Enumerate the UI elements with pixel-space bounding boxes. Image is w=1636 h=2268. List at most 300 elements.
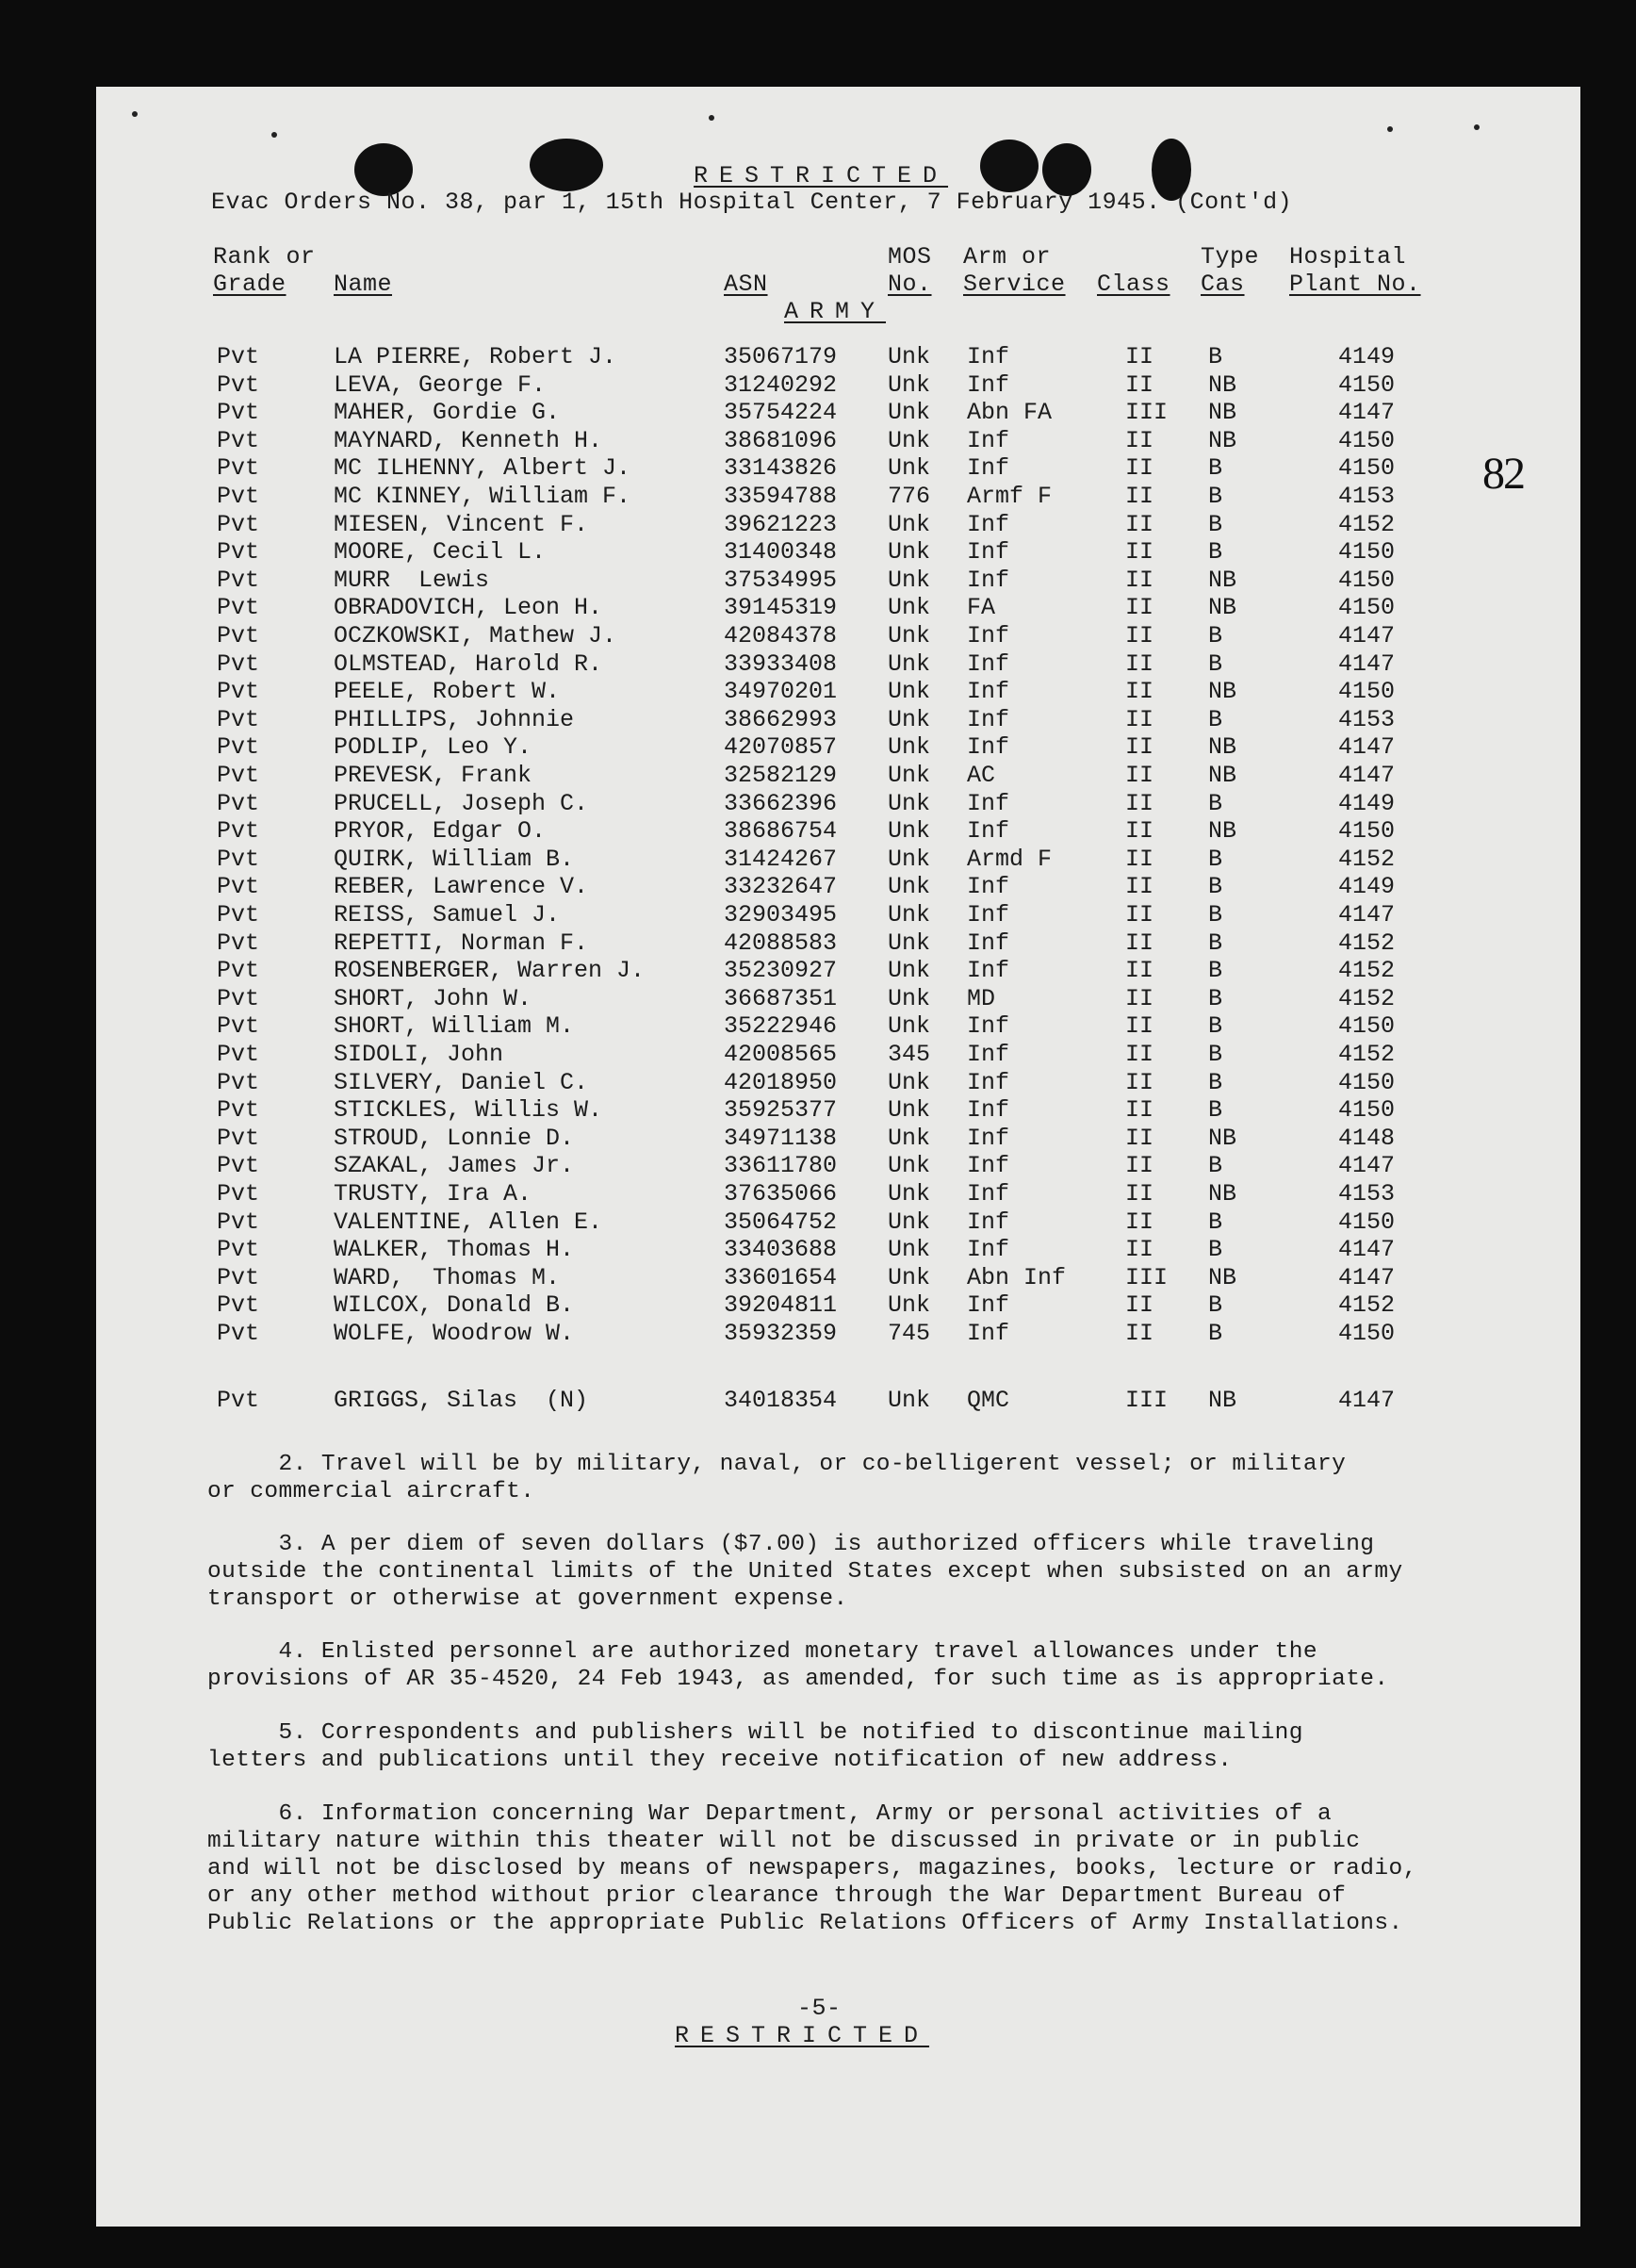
table-row (96, 846, 1580, 874)
cell-asn: 33662396 (724, 789, 838, 817)
cell-name: MC KINNEY, William F. (334, 483, 631, 510)
speck (132, 111, 138, 117)
cell-name: PRUCELL, Joseph C. (334, 789, 589, 817)
col-hospital-line1: Hospital (1289, 243, 1407, 271)
cell-rank: Pvt (217, 705, 260, 733)
cell-rank: Pvt (217, 426, 260, 454)
cell-name: ROSENBERGER, Warren J. (334, 957, 646, 985)
cell-name: WOLFE, Woodrow W. (334, 1320, 575, 1347)
cell-asn: 35064752 (724, 1208, 838, 1236)
cell-rank: Pvt (217, 1263, 260, 1291)
cell-arm: AC (967, 762, 996, 789)
col-hospital-line2: Plant No. (1289, 271, 1421, 298)
cell-class: II (1125, 817, 1154, 846)
table-row (96, 567, 1580, 595)
cell-arm: Inf (967, 957, 1010, 985)
cell-rank: Pvt (217, 873, 260, 901)
cell-arm: Inf (967, 1068, 1010, 1096)
cell-plant: 4150 (1338, 678, 1396, 706)
cell-asn: 42070857 (724, 733, 838, 762)
cell-plant: 4150 (1338, 1068, 1396, 1096)
cell-type: NB (1208, 1387, 1237, 1414)
cell-mos: 745 (888, 1320, 931, 1347)
cell-mos: Unk (888, 873, 931, 901)
paragraph-line: outside the continental limits of the United States except when subsisted on an army (207, 1559, 1403, 1585)
cell-mos: Unk (888, 762, 931, 789)
table-row (96, 1387, 1580, 1415)
table-row (96, 985, 1580, 1013)
cell-arm: Inf (967, 705, 1010, 733)
cell-asn: 33403688 (724, 1236, 838, 1264)
cell-mos: Unk (888, 343, 931, 370)
cell-mos: Unk (888, 984, 931, 1012)
cell-arm: Inf (967, 566, 1010, 594)
cell-mos: 345 (888, 1041, 931, 1068)
cell-mos: Unk (888, 929, 931, 957)
cell-type: B (1208, 1041, 1223, 1068)
cell-mos: Unk (888, 845, 931, 873)
cell-asn: 32582129 (724, 762, 838, 789)
cell-class: II (1125, 845, 1154, 873)
cell-class: II (1125, 789, 1154, 817)
cell-rank: Pvt (217, 1320, 260, 1347)
col-rank-line1: Rank or (213, 243, 316, 271)
cell-arm: Abn FA (967, 399, 1053, 427)
cell-class: II (1125, 957, 1154, 985)
cell-asn: 34018354 (724, 1387, 838, 1414)
cell-name: REISS, Samuel J. (334, 901, 561, 929)
table-row (96, 1291, 1580, 1320)
cell-asn: 37635066 (724, 1180, 838, 1208)
cell-name: MOORE, Cecil L. (334, 538, 547, 567)
cell-asn: 33933408 (724, 649, 838, 678)
paragraph-line: military nature within this theater will not be discussed in private or in public (207, 1829, 1361, 1854)
cell-arm: Inf (967, 538, 1010, 567)
cell-mos: Unk (888, 399, 931, 427)
cell-asn: 38662993 (724, 705, 838, 733)
cell-arm: Abn Inf (967, 1263, 1067, 1291)
cell-arm: Inf (967, 1180, 1010, 1208)
cell-type: B (1208, 649, 1223, 678)
cell-mos: Unk (888, 426, 931, 454)
table-row (96, 1012, 1580, 1041)
cell-rank: Pvt (217, 762, 260, 789)
cell-plant: 4152 (1338, 510, 1396, 538)
cell-class: II (1125, 1152, 1154, 1180)
cell-class: II (1125, 1041, 1154, 1068)
cell-plant: 4153 (1338, 483, 1396, 510)
cell-type: NB (1208, 594, 1237, 622)
cell-plant: 4150 (1338, 1096, 1396, 1125)
paragraph-line: 6. Information concerning War Department, Army or personal activities of a (207, 1801, 1333, 1827)
cell-plant: 4150 (1338, 538, 1396, 567)
cell-plant: 4152 (1338, 984, 1396, 1012)
cell-arm: Inf (967, 426, 1010, 454)
cell-arm: Inf (967, 678, 1010, 706)
punch-hole-2 (530, 139, 603, 191)
cell-rank: Pvt (217, 1152, 260, 1180)
cell-mos: Unk (888, 454, 931, 483)
cell-name: PRYOR, Edgar O. (334, 817, 547, 846)
cell-mos: 776 (888, 483, 931, 510)
table-row (96, 1320, 1580, 1348)
cell-rank: Pvt (217, 1236, 260, 1264)
paragraph-line: transport or otherwise at government expense. (207, 1586, 848, 1612)
cell-asn: 38686754 (724, 817, 838, 846)
cell-type: B (1208, 343, 1223, 370)
table-row (96, 1125, 1580, 1153)
cell-rank: Pvt (217, 566, 260, 594)
cell-asn: 33601654 (724, 1263, 838, 1291)
cell-asn: 42018950 (724, 1068, 838, 1096)
cell-class: II (1125, 1068, 1154, 1096)
cell-type: B (1208, 1068, 1223, 1096)
cell-name: MAYNARD, Kenneth H. (334, 426, 603, 454)
cell-asn: 31424267 (724, 845, 838, 873)
cell-type: B (1208, 454, 1223, 483)
cell-type: B (1208, 845, 1223, 873)
cell-type: B (1208, 1320, 1223, 1347)
cell-plant: 4152 (1338, 1041, 1396, 1068)
cell-mos: Unk (888, 622, 931, 649)
cell-rank: Pvt (217, 510, 260, 538)
cell-type: NB (1208, 399, 1237, 427)
table-row (96, 1236, 1580, 1264)
paragraph-3 (207, 1531, 1517, 1613)
cell-arm: QMC (967, 1387, 1010, 1414)
cell-name: MAHER, Gordie G. (334, 399, 561, 427)
classification-header: RESTRICTED (694, 162, 949, 189)
table-row (96, 957, 1580, 985)
cell-asn: 35067179 (724, 343, 838, 370)
cell-plant: 4150 (1338, 426, 1396, 454)
cell-class: II (1125, 594, 1154, 622)
cell-name: TRUSTY, Ira A. (334, 1180, 532, 1208)
cell-arm: Inf (967, 1291, 1010, 1320)
cell-asn: 37534995 (724, 566, 838, 594)
cell-plant: 4147 (1338, 901, 1396, 929)
cell-type: NB (1208, 1263, 1237, 1291)
cell-plant: 4150 (1338, 1320, 1396, 1347)
cell-asn: 33594788 (724, 483, 838, 510)
cell-mos: Unk (888, 649, 931, 678)
cell-type: NB (1208, 678, 1237, 706)
cell-rank: Pvt (217, 929, 260, 957)
cell-mos: Unk (888, 538, 931, 567)
cell-rank: Pvt (217, 1041, 260, 1068)
table-row (96, 622, 1580, 650)
cell-mos: Unk (888, 1096, 931, 1125)
cell-name: PREVESK, Frank (334, 762, 532, 789)
cell-name: SZAKAL, James Jr. (334, 1152, 575, 1180)
margin-handwritten-number: 82 (1482, 449, 1524, 499)
cell-plant: 4147 (1338, 1236, 1396, 1264)
cell-type: B (1208, 1236, 1223, 1264)
cell-name: GRIGGS, Silas (N) (334, 1387, 589, 1414)
cell-mos: Unk (888, 1263, 931, 1291)
cell-type: B (1208, 538, 1223, 567)
cell-name: MC ILHENNY, Albert J. (334, 454, 631, 483)
cell-name: OCZKOWSKI, Mathew J. (334, 622, 617, 649)
cell-type: B (1208, 510, 1223, 538)
cell-arm: Inf (967, 1152, 1010, 1180)
table-row (96, 762, 1580, 790)
cell-rank: Pvt (217, 538, 260, 567)
cell-type: B (1208, 705, 1223, 733)
cell-name: VALENTINE, Allen E. (334, 1208, 603, 1236)
cell-rank: Pvt (217, 622, 260, 649)
cell-rank: Pvt (217, 1180, 260, 1208)
cell-type: NB (1208, 817, 1237, 846)
cell-type: B (1208, 901, 1223, 929)
cell-plant: 4147 (1338, 733, 1396, 762)
cell-asn: 31240292 (724, 370, 838, 399)
cell-plant: 4150 (1338, 1208, 1396, 1236)
col-mos-line1: MOS (888, 243, 932, 271)
cell-rank: Pvt (217, 901, 260, 929)
cell-asn: 39621223 (724, 510, 838, 538)
paragraph-4 (207, 1638, 1517, 1693)
cell-rank: Pvt (217, 678, 260, 706)
cell-type: B (1208, 957, 1223, 985)
cell-arm: Inf (967, 1208, 1010, 1236)
cell-class: II (1125, 678, 1154, 706)
cell-class: III (1125, 1263, 1169, 1291)
cell-arm: Inf (967, 1096, 1010, 1125)
cell-name: SILVERY, Daniel C. (334, 1068, 589, 1096)
cell-asn: 35932359 (724, 1320, 838, 1347)
cell-type: B (1208, 1012, 1223, 1041)
table-row (96, 483, 1580, 511)
cell-class: II (1125, 454, 1154, 483)
cell-type: B (1208, 873, 1223, 901)
cell-rank: Pvt (217, 984, 260, 1012)
section-label: ARMY (784, 298, 887, 325)
col-arm-line1: Arm or (963, 243, 1052, 271)
table-row (96, 1096, 1580, 1125)
table-row (96, 538, 1580, 567)
cell-class: II (1125, 1124, 1154, 1152)
cell-rank: Pvt (217, 1387, 260, 1414)
table-row (96, 650, 1580, 679)
cell-class: II (1125, 1012, 1154, 1041)
cell-name: REPETTI, Norman F. (334, 929, 589, 957)
cell-asn: 35230927 (724, 957, 838, 985)
cell-asn: 38681096 (724, 426, 838, 454)
cell-asn: 32903495 (724, 901, 838, 929)
cell-arm: FA (967, 594, 996, 622)
cell-name: WARD, Thomas M. (334, 1263, 561, 1291)
paragraph-line: and will not be disclosed by means of newspapers, magazines, books, lecture or radio, (207, 1856, 1417, 1882)
cell-class: II (1125, 1180, 1154, 1208)
cell-name: WALKER, Thomas H. (334, 1236, 575, 1264)
table-row (96, 1208, 1580, 1237)
cell-mos: Unk (888, 901, 931, 929)
cell-class: II (1125, 649, 1154, 678)
cell-rank: Pvt (217, 594, 260, 622)
cell-mos: Unk (888, 705, 931, 733)
cell-asn: 33143826 (724, 454, 838, 483)
cell-arm: Inf (967, 343, 1010, 370)
cell-class: II (1125, 538, 1154, 567)
cell-arm: Inf (967, 1041, 1010, 1068)
paragraph-5 (207, 1719, 1517, 1774)
table-row (96, 873, 1580, 901)
col-mos-line2: No. (888, 271, 932, 298)
page-number: -5- (797, 1995, 842, 2022)
table-row (96, 901, 1580, 929)
cell-type: B (1208, 1208, 1223, 1236)
cell-class: II (1125, 370, 1154, 399)
cell-rank: Pvt (217, 817, 260, 846)
cell-type: NB (1208, 426, 1237, 454)
cell-class: III (1125, 1387, 1169, 1414)
table-row (96, 790, 1580, 818)
cell-arm: Inf (967, 510, 1010, 538)
cell-type: NB (1208, 733, 1237, 762)
paragraph-line: Public Relations or the appropriate Public Relations Officers of Army Installations. (207, 1911, 1403, 1936)
cell-type: B (1208, 622, 1223, 649)
cell-plant: 4147 (1338, 1263, 1396, 1291)
table-row (96, 594, 1580, 622)
cell-name: WILCOX, Donald B. (334, 1291, 575, 1320)
cell-mos: Unk (888, 957, 931, 985)
cell-mos: Unk (888, 1236, 931, 1264)
cell-class: II (1125, 733, 1154, 762)
cell-rank: Pvt (217, 1096, 260, 1125)
cell-arm: Inf (967, 1236, 1010, 1264)
cell-mos: Unk (888, 817, 931, 846)
col-class: Class (1097, 271, 1170, 298)
cell-rank: Pvt (217, 845, 260, 873)
cell-rank: Pvt (217, 1012, 260, 1041)
cell-class: II (1125, 873, 1154, 901)
table-row (96, 1180, 1580, 1208)
cell-rank: Pvt (217, 789, 260, 817)
punch-hole-3 (980, 140, 1039, 192)
cell-mos: Unk (888, 510, 931, 538)
paragraph-line: or any other method without prior clearance through the War Department Bureau of (207, 1883, 1347, 1909)
cell-plant: 4149 (1338, 789, 1396, 817)
cell-class: II (1125, 1320, 1154, 1347)
col-rank-line2: Grade (213, 271, 286, 298)
cell-mos: Unk (888, 678, 931, 706)
document-page (96, 87, 1580, 2227)
cell-class: II (1125, 566, 1154, 594)
cell-arm: Armf F (967, 483, 1053, 510)
speck (1387, 126, 1393, 132)
table-row (96, 929, 1580, 958)
cell-asn: 33611780 (724, 1152, 838, 1180)
cell-class: II (1125, 483, 1154, 510)
cell-class: II (1125, 426, 1154, 454)
cell-asn: 42008565 (724, 1041, 838, 1068)
cell-asn: 34970201 (724, 678, 838, 706)
cell-name: OBRADOVICH, Leon H. (334, 594, 603, 622)
cell-plant: 4149 (1338, 343, 1396, 370)
cell-asn: 33232647 (724, 873, 838, 901)
cell-arm: Inf (967, 454, 1010, 483)
col-arm-line2: Service (963, 271, 1066, 298)
cell-plant: 4148 (1338, 1124, 1396, 1152)
cell-name: LEVA, George F. (334, 370, 547, 399)
cell-name: SIDOLI, John (334, 1041, 504, 1068)
classification-footer: RESTRICTED (675, 2022, 930, 2049)
cell-asn: 35925377 (724, 1096, 838, 1125)
cell-arm: Inf (967, 1320, 1010, 1347)
cell-mos: Unk (888, 1387, 931, 1414)
cell-asn: 31400348 (724, 538, 838, 567)
cell-name: QUIRK, William B. (334, 845, 575, 873)
table-row (96, 1152, 1580, 1180)
cell-arm: Armd F (967, 845, 1053, 873)
cell-rank: Pvt (217, 454, 260, 483)
speck (1474, 124, 1480, 130)
cell-plant: 4152 (1338, 845, 1396, 873)
cell-mos: Unk (888, 566, 931, 594)
cell-rank: Pvt (217, 483, 260, 510)
cell-name: STROUD, Lonnie D. (334, 1124, 575, 1152)
paragraph-line: 5. Correspondents and publishers will be notified to discontinue mailing (207, 1720, 1303, 1746)
col-type-line2: Cas (1201, 271, 1245, 298)
table-row (96, 1264, 1580, 1292)
cell-mos: Unk (888, 1068, 931, 1096)
table-row (96, 454, 1580, 483)
table-row (96, 817, 1580, 846)
cell-name: OLMSTEAD, Harold R. (334, 649, 603, 678)
table-row (96, 1069, 1580, 1097)
cell-name: PODLIP, Leo Y. (334, 733, 532, 762)
cell-type: B (1208, 1096, 1223, 1125)
table-row (96, 511, 1580, 539)
speck (271, 132, 277, 138)
cell-rank: Pvt (217, 1124, 260, 1152)
cell-plant: 4147 (1338, 399, 1396, 427)
cell-name: PHILLIPS, Johnnie (334, 705, 575, 733)
cell-plant: 4152 (1338, 957, 1396, 985)
cell-type: B (1208, 929, 1223, 957)
paragraph-6 (207, 1800, 1517, 1937)
cell-mos: Unk (888, 1152, 931, 1180)
cell-arm: Inf (967, 789, 1010, 817)
table-row (96, 1041, 1580, 1069)
cell-mos: Unk (888, 370, 931, 399)
cell-name: STICKLES, Willis W. (334, 1096, 603, 1125)
cell-mos: Unk (888, 733, 931, 762)
cell-name: REBER, Lawrence V. (334, 873, 589, 901)
cell-type: B (1208, 1291, 1223, 1320)
cell-plant: 4152 (1338, 929, 1396, 957)
paragraph-2 (207, 1451, 1517, 1505)
cell-class: II (1125, 510, 1154, 538)
cell-rank: Pvt (217, 1208, 260, 1236)
table-row (96, 343, 1580, 371)
cell-arm: Inf (967, 929, 1010, 957)
cell-arm: Inf (967, 1124, 1010, 1152)
cell-plant: 4150 (1338, 454, 1396, 483)
cell-type: NB (1208, 1124, 1237, 1152)
cell-mos: Unk (888, 1012, 931, 1041)
cell-rank: Pvt (217, 370, 260, 399)
col-asn: ASN (724, 271, 768, 298)
cell-asn: 35222946 (724, 1012, 838, 1041)
cell-type: B (1208, 984, 1223, 1012)
cell-arm: Inf (967, 622, 1010, 649)
cell-class: II (1125, 1291, 1154, 1320)
cell-rank: Pvt (217, 343, 260, 370)
cell-rank: Pvt (217, 733, 260, 762)
paragraph-line: 4. Enlisted personnel are authorized monetary travel allowances under the (207, 1639, 1317, 1665)
